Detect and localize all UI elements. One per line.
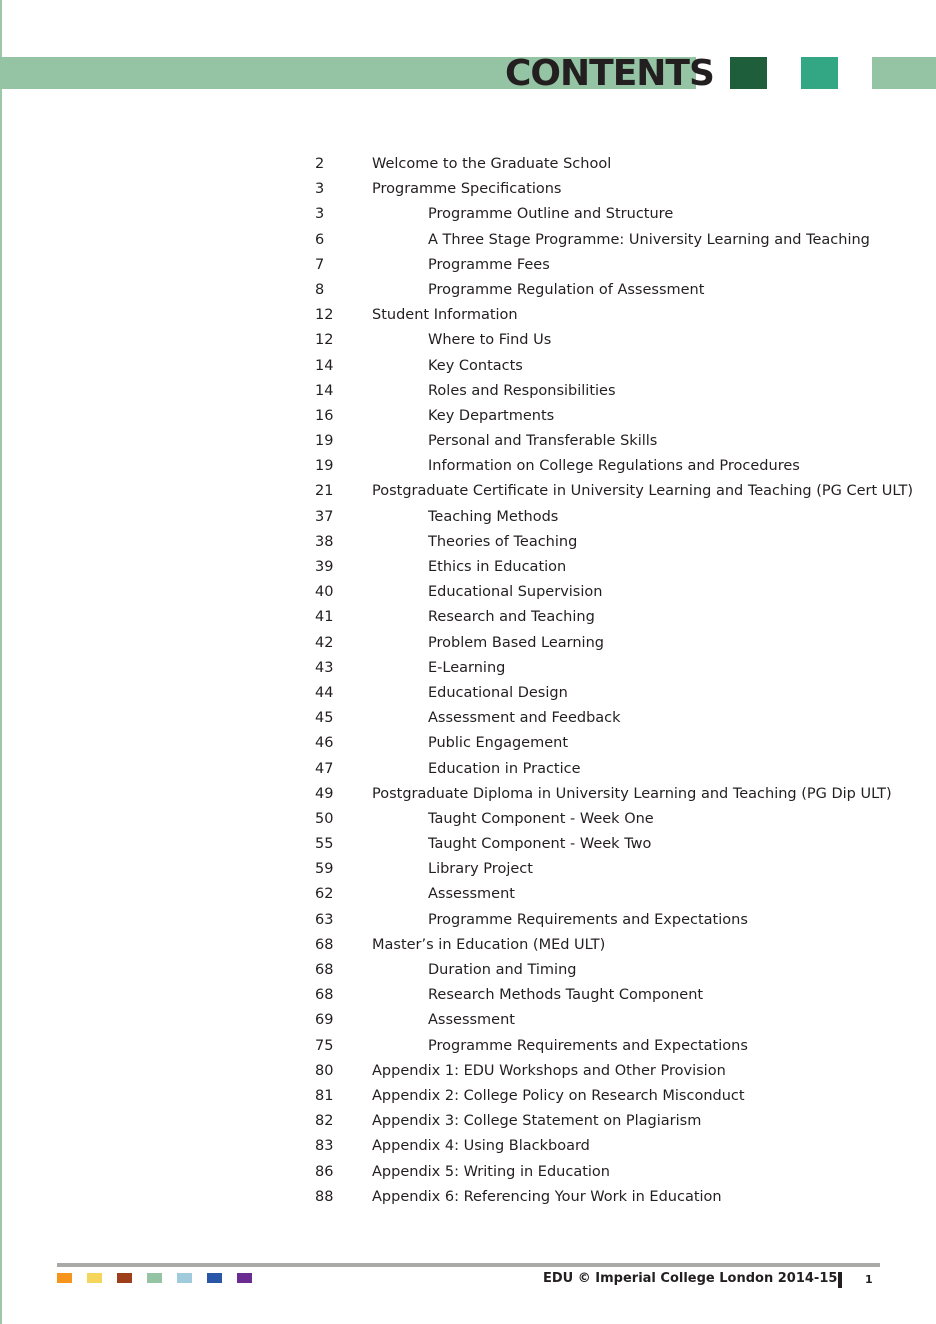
toc-subentry bbox=[315, 857, 915, 882]
toc-subentry bbox=[315, 379, 915, 404]
header-square-mid bbox=[801, 57, 838, 89]
toc-entry-title: Library Project bbox=[428, 861, 533, 878]
toc-page-number: 3 bbox=[315, 206, 325, 223]
toc-entry bbox=[315, 782, 915, 807]
toc-page-number: 39 bbox=[315, 559, 334, 575]
toc-entry-title: Personal and Transferable Skills bbox=[428, 433, 658, 450]
toc-entry-title: E-Learning bbox=[428, 659, 506, 676]
table-of-contents bbox=[315, 152, 915, 1210]
toc-entry-title: Ethics in Education bbox=[428, 559, 567, 575]
toc-entry-title: Programme Requirements and Expectations bbox=[428, 1037, 748, 1054]
toc-subentry bbox=[315, 278, 915, 303]
toc-entry bbox=[315, 1109, 915, 1134]
toc-subentry bbox=[315, 807, 915, 832]
toc-entry bbox=[315, 303, 915, 328]
toc-entry-title: Programme Fees bbox=[428, 256, 550, 273]
toc-entry-title: Programme Specifications bbox=[372, 181, 562, 198]
toc-entry-title: Assessment bbox=[428, 1012, 515, 1029]
toc-page-number: 41 bbox=[315, 609, 334, 626]
toc-subentry bbox=[315, 454, 915, 479]
toc-entry bbox=[315, 933, 915, 958]
toc-entry-title: Key Contacts bbox=[428, 357, 523, 374]
toc-page-number: 8 bbox=[315, 281, 325, 298]
toc-entry-title: Programme Regulation of Assessment bbox=[428, 281, 705, 298]
toc-entry-title: Research Methods Taught Component bbox=[428, 987, 704, 1004]
toc-entry-title: Education in Practice bbox=[428, 760, 581, 777]
toc-page-number: 12 bbox=[315, 307, 334, 324]
toc-entry-title: Where to Find Us bbox=[428, 332, 552, 349]
toc-subentry bbox=[315, 555, 915, 580]
toc-page-number: 43 bbox=[315, 659, 334, 676]
toc-subentry bbox=[315, 731, 915, 756]
toc-page-number: 16 bbox=[315, 407, 334, 424]
toc-page-number: 59 bbox=[315, 861, 334, 878]
toc-entry-title: Welcome to the Graduate School bbox=[372, 156, 612, 172]
toc-entry-title: Appendix 2: College Policy on Research Misconduct bbox=[372, 1087, 745, 1104]
toc-entry bbox=[315, 1160, 915, 1185]
toc-subentry bbox=[315, 228, 915, 253]
toc-subentry bbox=[315, 681, 915, 706]
color-swatch bbox=[147, 1273, 162, 1283]
color-swatch bbox=[177, 1273, 192, 1283]
toc-page-number: 7 bbox=[315, 256, 325, 273]
page-title: CONTENTS bbox=[505, 53, 714, 94]
toc-entry-title: Programme Requirements and Expectations bbox=[428, 911, 748, 928]
toc-page-number: 6 bbox=[315, 231, 325, 248]
toc-entry bbox=[315, 152, 915, 177]
toc-page-number: 68 bbox=[315, 962, 334, 978]
header-square-dark bbox=[730, 57, 767, 89]
toc-subentry bbox=[315, 908, 915, 933]
toc-page-number: 81 bbox=[315, 1087, 334, 1104]
toc-subentry bbox=[315, 1008, 915, 1033]
toc-entry-title: Theories of Teaching bbox=[428, 533, 578, 550]
toc-page-number: 37 bbox=[315, 508, 334, 525]
toc-entry-title: Postgraduate Certificate in University Learning and Teaching (PG Cert ULT) bbox=[372, 483, 913, 500]
color-swatch bbox=[117, 1273, 132, 1283]
toc-entry bbox=[315, 1134, 915, 1159]
toc-subentry bbox=[315, 706, 915, 731]
toc-subentry bbox=[315, 404, 915, 429]
toc-page-number: 3 bbox=[315, 181, 325, 198]
toc-page-number: 82 bbox=[315, 1113, 334, 1130]
toc-subentry bbox=[315, 631, 915, 656]
page-number: 1 bbox=[865, 1273, 873, 1286]
toc-entry-title: Taught Component - Week One bbox=[428, 810, 654, 827]
toc-entry-title: Master’s in Education (MEd ULT) bbox=[372, 936, 606, 953]
toc-entry bbox=[315, 177, 915, 202]
toc-entry bbox=[315, 1185, 915, 1210]
toc-entry-title: Public Engagement bbox=[428, 735, 569, 752]
toc-page-number: 86 bbox=[315, 1163, 334, 1180]
toc-page-number: 68 bbox=[315, 987, 334, 1004]
toc-entry-title: Duration and Timing bbox=[428, 962, 577, 978]
toc-page-number: 80 bbox=[315, 1062, 334, 1079]
toc-page-number: 75 bbox=[315, 1037, 334, 1054]
toc-subentry bbox=[315, 605, 915, 630]
toc-page-number: 21 bbox=[315, 483, 334, 500]
toc-page-number: 14 bbox=[315, 382, 334, 399]
toc-subentry bbox=[315, 505, 915, 530]
toc-page-number: 63 bbox=[315, 911, 334, 928]
toc-page-number: 2 bbox=[315, 156, 325, 172]
color-swatch bbox=[237, 1273, 252, 1283]
toc-subentry bbox=[315, 656, 915, 681]
toc-page-number: 44 bbox=[315, 684, 334, 701]
toc-entry-title: Educational Design bbox=[428, 684, 568, 701]
toc-entry-title: Roles and Responsibilities bbox=[428, 382, 616, 399]
toc-page-number: 68 bbox=[315, 936, 334, 953]
toc-page-number: 49 bbox=[315, 785, 334, 802]
footer-rule bbox=[57, 1263, 880, 1267]
toc-entry-title: Student Information bbox=[372, 307, 518, 324]
toc-page-number: 45 bbox=[315, 710, 334, 727]
toc-entry-title: Assessment and Feedback bbox=[428, 710, 621, 727]
toc-entry bbox=[315, 1084, 915, 1109]
toc-page-number: 83 bbox=[315, 1138, 334, 1155]
footer-divider bbox=[838, 1272, 842, 1288]
toc-entry-title: Information on College Regulations and Procedures bbox=[428, 458, 800, 475]
toc-entry-title: Teaching Methods bbox=[428, 508, 559, 525]
toc-page-number: 19 bbox=[315, 458, 334, 475]
toc-subentry bbox=[315, 958, 915, 983]
toc-page-number: 40 bbox=[315, 584, 334, 601]
toc-subentry bbox=[315, 983, 915, 1008]
toc-entry-title: Appendix 6: Referencing Your Work in Education bbox=[372, 1188, 722, 1205]
toc-subentry bbox=[315, 580, 915, 605]
toc-page-number: 12 bbox=[315, 332, 334, 349]
toc-entry-title: Assessment bbox=[428, 886, 515, 903]
toc-page-number: 19 bbox=[315, 433, 334, 450]
toc-subentry bbox=[315, 832, 915, 857]
toc-subentry bbox=[315, 328, 915, 353]
toc-page-number: 69 bbox=[315, 1012, 334, 1029]
toc-subentry bbox=[315, 429, 915, 454]
toc-subentry bbox=[315, 354, 915, 379]
toc-entry bbox=[315, 1059, 915, 1084]
toc-subentry bbox=[315, 202, 915, 227]
toc-page-number: 47 bbox=[315, 760, 334, 777]
toc-page-number: 46 bbox=[315, 735, 334, 752]
toc-entry-title: Postgraduate Diploma in University Learning and Teaching (PG Dip ULT) bbox=[372, 785, 892, 802]
toc-entry-title: Problem Based Learning bbox=[428, 634, 604, 651]
toc-page-number: 38 bbox=[315, 533, 334, 550]
toc-entry-title: Programme Outline and Structure bbox=[428, 206, 674, 223]
toc-subentry bbox=[315, 882, 915, 907]
toc-entry-title: Key Departments bbox=[428, 407, 555, 424]
toc-entry-title: A Three Stage Programme: University Learning and Teaching bbox=[428, 231, 870, 248]
toc-subentry bbox=[315, 757, 915, 782]
toc-entry-title: Appendix 3: College Statement on Plagiarism bbox=[372, 1113, 702, 1130]
toc-entry-title: Taught Component - Week Two bbox=[428, 836, 652, 853]
left-margin-rule bbox=[0, 0, 2, 1324]
color-swatch bbox=[207, 1273, 222, 1283]
header-square-light bbox=[872, 57, 936, 89]
toc-entry-title: Appendix 4: Using Blackboard bbox=[372, 1138, 590, 1155]
toc-page-number: 50 bbox=[315, 810, 334, 827]
toc-subentry bbox=[315, 1034, 915, 1059]
toc-page-number: 42 bbox=[315, 634, 334, 651]
toc-entry bbox=[315, 479, 915, 504]
toc-entry-title: Appendix 5: Writing in Education bbox=[372, 1163, 610, 1180]
footer-copyright: EDU © Imperial College London 2014-15 bbox=[543, 1271, 838, 1286]
color-swatch bbox=[57, 1273, 72, 1283]
toc-page-number: 62 bbox=[315, 886, 334, 903]
color-swatch bbox=[87, 1273, 102, 1283]
toc-subentry bbox=[315, 253, 915, 278]
toc-page-number: 14 bbox=[315, 357, 334, 374]
toc-entry-title: Educational Supervision bbox=[428, 584, 603, 601]
toc-entry-title: Appendix 1: EDU Workshops and Other Provision bbox=[372, 1062, 726, 1079]
toc-page-number: 88 bbox=[315, 1188, 334, 1205]
toc-entry-title: Research and Teaching bbox=[428, 609, 595, 626]
toc-subentry bbox=[315, 530, 915, 555]
toc-page-number: 55 bbox=[315, 836, 334, 853]
